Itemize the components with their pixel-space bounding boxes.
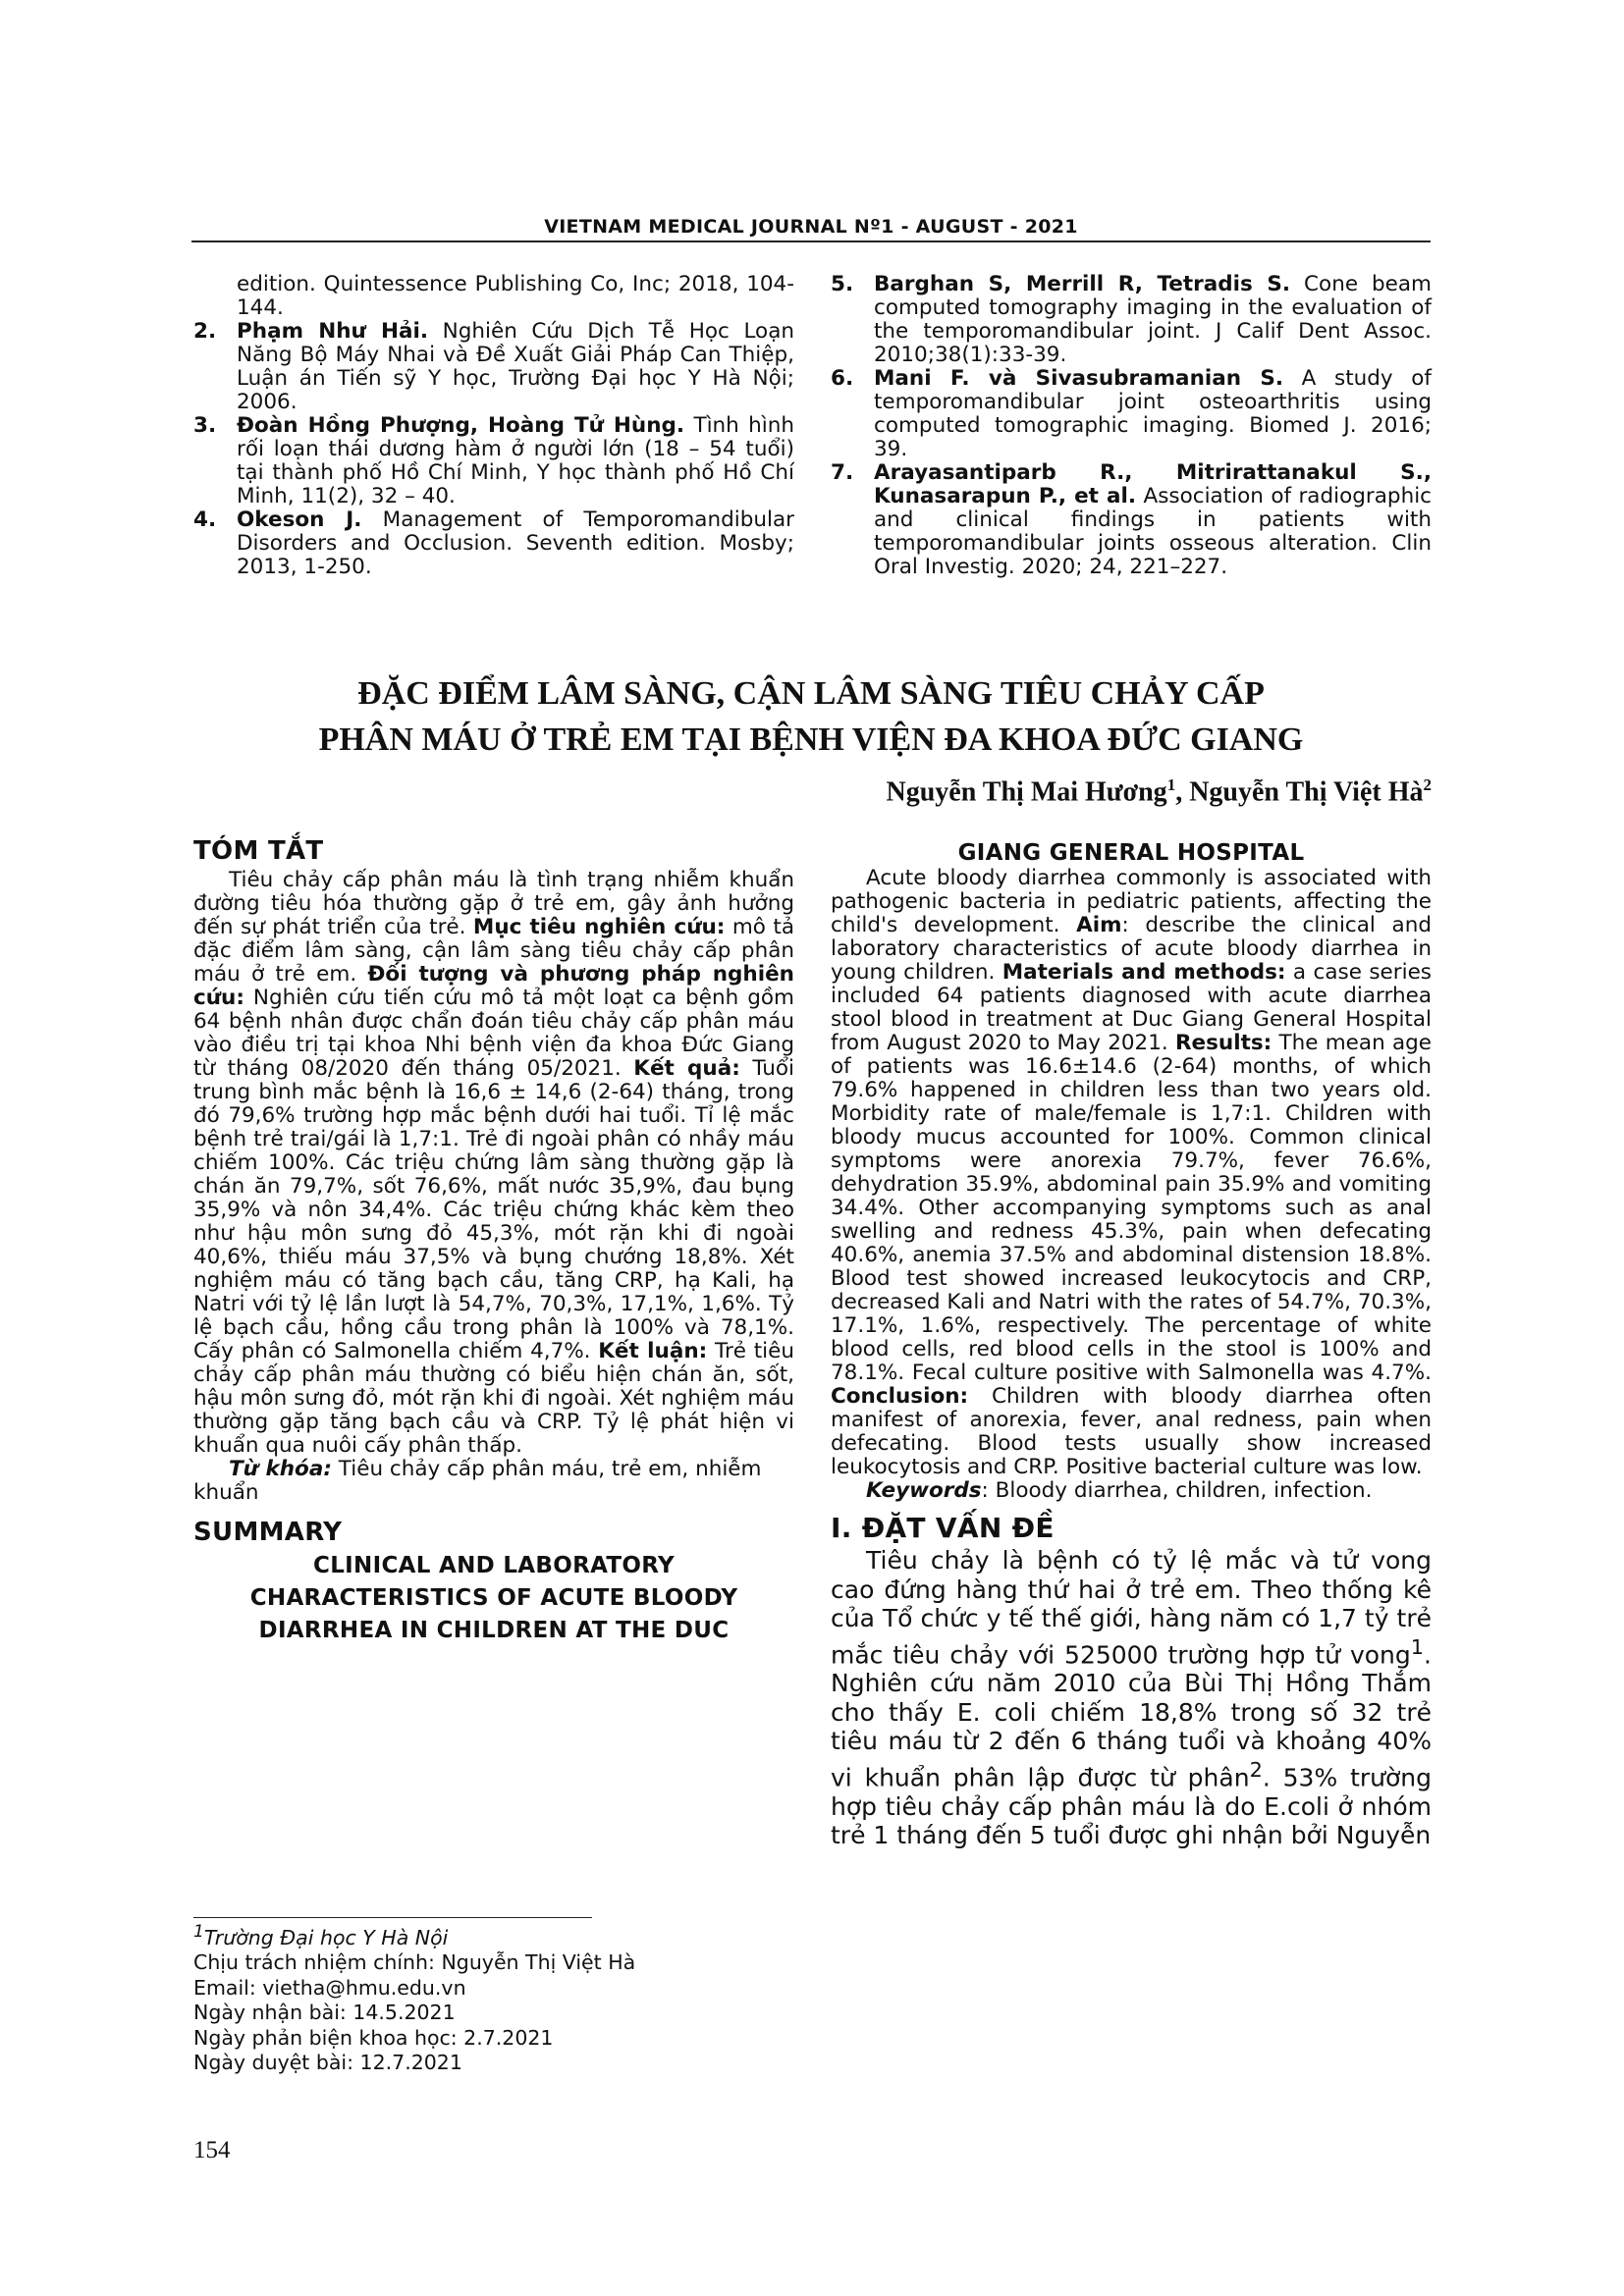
reference-item: 7. Arayasantiparb R., Mitrirattanakul S., Kunasarapun P., et al. Association of radiographic and clinical findings in patients with temporomandibular joints osseous alteration. Clin Oral Investig. 2020; 24, 221–227. — [831, 460, 1432, 579]
date-accepted: Ngày duyệt bài: 12.7.2021 — [193, 2051, 462, 2075]
header-rule — [191, 240, 1431, 242]
page-number: 154 — [193, 2137, 231, 2163]
footnote-rule — [193, 1917, 592, 1918]
reference-item: 3. Đoàn Hồng Phượng, Hoàng Tử Hùng. Tình hình rối loạn thái dương hàm ở người lớn (18 – 54 tuổi) tại thành phố Hồ Chí Minh, Y học thành phố Hồ Chí Minh, 11(2), 32 – 40. — [193, 413, 794, 508]
reference-item: edition. Quintessence Publishing Co, Inc; 2018, 104-144. — [237, 272, 794, 320]
summary-title-continued: GIANG GENERAL HOSPITAL — [957, 840, 1305, 866]
abstract-en — [831, 839, 1432, 1850]
article-authors: Nguyễn Thị Mai Hương$^1$, Nguyễn Thị Việt $Hà^2$ — [886, 775, 1432, 808]
date-received: Ngày nhận bài: 14.5.2021 — [193, 2001, 456, 2025]
keywords-vi: Từ khóa: Tiêu chảy cấp phân máu, trẻ em, nhiễm khuẩn — [193, 1457, 762, 1505]
email: Email: vietha@hmu.edu.vn — [193, 1975, 466, 2000]
article-title-line: PHÂN MÁU Ở TRẺ EM TẠI BỆNH VIỆN ĐA KHOA ĐỨC GIANG — [318, 721, 1304, 758]
section-body: Tiêu chảy là bệnh có tỷ lệ mắc và tử vong cao đứng hàng thứ hai ở trẻ em. Theo thống kê của Tổ chức y tế thế giới, hàng năm có 1,7 tỷ trẻ mắc tiêu chảy với 525000 trường hợp tử vong$^1$. Nghiên cứu năm 2010 của Bùi Thị Hồng Thắm cho thấy E. coli chiếm 18,8% trong số 32 trẻ tiêu máu từ 2 đến 6 tháng tuổi và khoảng 40% vi khuẩn phân lập được từ phân$^2$. 53% trường hợp tiêu chảy cấp phân máu là do E.coli ở nhóm trẻ 1 tháng đến 5 tuổi được ghi nhận bởi Nguyễn — [831, 1546, 1433, 1850]
author-name: Nguyễn Thị Việt Hà — [1189, 776, 1424, 808]
summary-title: CLINICAL AND LABORATORY CHARACTERISTICS OF ACUTE BLOODY DIARRHEA IN CHILDREN AT THE DUC — [249, 1553, 738, 1643]
tom-tat-heading: TÓM TẮT — [193, 836, 324, 866]
keywords-en: Keywords: Bloody diarrhea, children, infection. — [866, 1478, 1373, 1503]
summary-heading: SUMMARY — [193, 1518, 343, 1547]
references-left — [193, 273, 794, 579]
abstract-en-text: Acute bloody diarrhea commonly is associated with pathogenic bacteria in pediatric patients, affecting the child's development. Aim: describe the clinical and laboratory characteristics of acute bloody diarrhea in young children. Materials and methods: a case series included 64 patients diagnosed with acute diarrhea stool blood in treatment at Duc Giang General Hospital from August 2020 to May 2021. Results: The mean age of patients was 16.6±14.6 (2-64) months, of which 79.6% happened in children less than two years old. Morbidity rate of male/female is 1,7:1. Children with bloody mucus accounted for 100%. Common clinical symptoms were anorexia 79.7%, fever 76.6%, dehydration 35.9%, abdominal pain 35.9% and vomiting 34.4%. Other accompanying symptoms such as anal swelling and redness 45.3%, pain when defecating 40.6%, anemia 37.5% and abdominal distension 18.8%. Blood test showed increased leukocytocis and CRP, decreased Kali and Natri with the rates of 54.7%, 70.3%, 17.1%, 1.6%, respectively. The percentage of white blood cells, red blood cells in the stool is 100% and 78.1%. Fecal culture positive with Salmonella was 4.7%. Conclusion: Children with bloody diarrhea often manifest of anorexia, fever, anal redness, pain when defecating. Blood tests usually show increased leukocytosis and CRP. Positive bacterial culture was low. — [831, 866, 1432, 1479]
reference-item: 4. Okeson J. Management of Temporomandibular Disorders and Occlusion. Seventh edition. Mosby; 2013, 1-250. — [193, 507, 794, 579]
article-title-line: ĐẶC ĐIỂM LÂM SÀNG, CẬN LÂM SÀNG TIÊU CHẢY CẤP — [357, 675, 1265, 712]
affiliation: $^1$Trường Đại học Y Hà Nội — [193, 1922, 449, 1949]
date-reviewed: Ngày phản biện khoa học: 2.7.2021 — [193, 2025, 554, 2050]
responsible-author: Chịu trách nhiệm chính: Nguyễn Thị Việt Hà — [193, 1950, 636, 1975]
references-right — [831, 273, 1432, 579]
author-name: Nguyễn Thị Mai Hương — [886, 776, 1167, 808]
reference-item: 6. Mani F. và Sivasubramanian S. A study of temporomandibular joint osteoarthritis using computed tomographic imaging. Biomed J. 2016; 39. — [831, 366, 1433, 461]
footnotes — [193, 1920, 635, 2076]
journal-header: VIETNAM MEDICAL JOURNAL Nº1 - AUGUST - 2021 — [544, 216, 1078, 238]
section-heading: I. ĐẶT VẤN ĐỀ — [831, 1512, 1055, 1544]
reference-item: 2. Phạm Như Hải. Nghiên Cứu Dịch Tễ Học Loạn Năng Bộ Máy Nhai và Đề Xuất Giải Pháp Can Thiệp, Luận án Tiến sỹ Y học, Trường Đại học Y Hà Nội; 2006. — [193, 319, 794, 414]
reference-item: 5. Barghan S, Merrill R, Tetradis S. Cone beam computed tomography imaging in the evaluation of the temporomandibular joint. J Calif Dent Assoc. 2010;38(1):33-39. — [831, 272, 1432, 367]
article-title — [191, 670, 1431, 763]
abstract-vi — [193, 836, 795, 1647]
abstract-vi-text: Tiêu chảy cấp phân máu là tình trạng nhiễm khuẩn đường tiêu hóa thường gặp ở trẻ em, gây ảnh hưởng đến sự phát triển của trẻ. Mục tiêu nghiên cứu: mô tả đặc điểm lâm sàng, cận lâm sàng tiêu chảy cấp phân máu ở trẻ em. Đối tượng và phương pháp nghiên cứu: Nghiên cứu tiến cứu mô tả một loạt ca bệnh gồm 64 bệnh nhân được chẩn đoán tiêu chảy cấp phân máu vào điều trị tại khoa Nhi bệnh viện đa khoa Đức Giang từ tháng 08/2020 đến tháng 05/2021. Kết quả: Tuổi trung bình mắc bệnh là 16,6 ± 14,6 (2-64) tháng, trong đó 79,6% trường hợp mắc bệnh dưới hai tuổi. Tỉ lệ mắc bệnh trẻ trai/gái là 1,7:1. Trẻ đi ngoài phân có nhầy máu chiếm 100%. Các triệu chứng lâm sàng thường gặp là chán ăn 79,7%, sốt 76,6%, mất nước 35,9%, đau bụng 35,9% và nôn 34,4%. Các triệu chứng khác kèm theo như hậu môn sưng đỏ 45,3%, mót rặn khi đi ngoài 40,6%, thiếu máu 37,5% và bụng chướng 18,8%. Xét nghiệm máu có tăng bạch cầu, tăng CRP, hạ Kali, hạ Natri với tỷ lệ lần lượt là 54,7%, 70,3%, 17,1%, 1,6%. Tỷ lệ bạch cầu, hồng cầu trong phân là 100% và 78,1%. Cấy phân có Salmonella chiếm 4,7%. Kết luận: Trẻ tiêu chảy cấp phân máu thường có biểu hiện chán ăn, sốt, hậu môn sưng đỏ, mót rặn khi đi ngoài. Xét nghiệm máu thường gặp tăng bạch cầu và CRP. Tỷ lệ phát hiện vi khuẩn qua nuôi cấy phân thấp. — [193, 868, 795, 1458]
